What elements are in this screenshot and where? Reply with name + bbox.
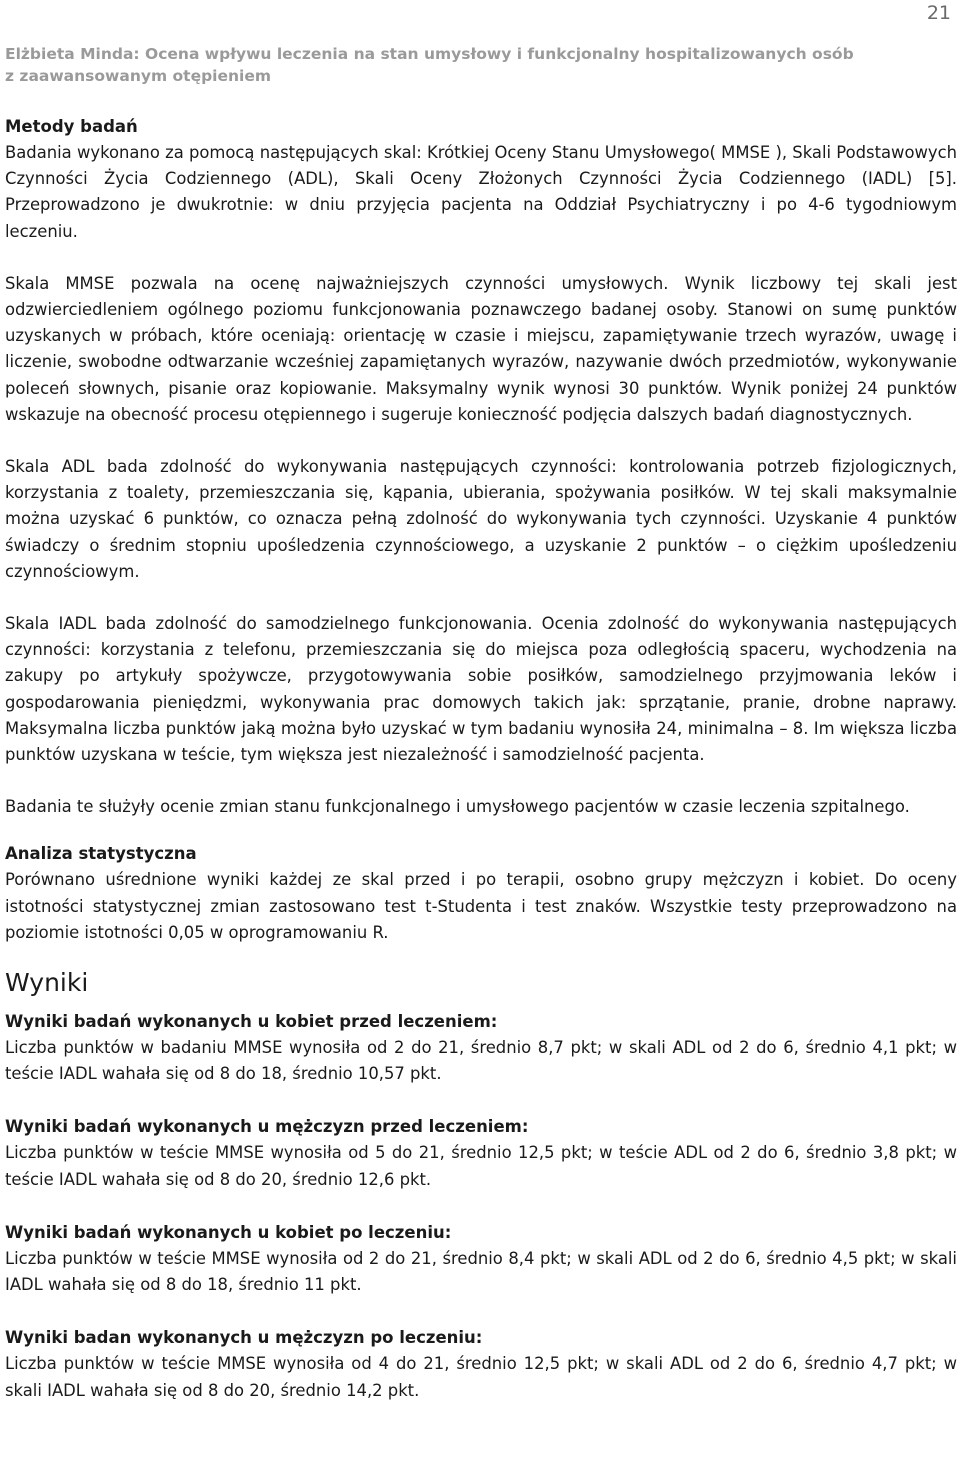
methods-paragraph-adl: Skala ADL bada zdolność do wykonywania następujących czynności: kontrolowania potrzeb fizjologicznych, korzystania z toalety, przemieszczania się, kąpania, ubierania, spożywania posiłków. W tej skali maksymalnie można uzyskać 6 punktów, co oznacza pełną zdolność do wykonywania tych czynności. Uzyskanie 4 punktów świadczy o średnim stopniu upośledzenia czynnościowego, a uzyskanie 2 punktów – o ciężkim upośledzeniu czynnościowym. bbox=[5, 457, 957, 581]
statistics-paragraph: Porównano uśrednione wyniki każdej ze skal przed i po terapii, osobno grupy mężczyzn i kobiet. Do oceny istotności statystycznej zmian zastosowano test t-Studenta i test znaków. Wszystkie testy przeprowadzono na poziomie istotności 0,05 w oprogramowaniu R. bbox=[5, 870, 957, 942]
header-author: Elżbieta Minda: bbox=[5, 45, 146, 63]
methods-paragraph-summary: Badania te służyły ocenie zmian stanu funkcjonalnego i umysłowego pacjentów w czasie leczenia szpitalnego. bbox=[5, 797, 910, 817]
men-before-heading: Wyniki badań wykonanych u mężczyzn przed leczeniem: bbox=[5, 1117, 529, 1137]
men-after-text: Liczba punktów w teście MMSE wynosiła od 4 do 21, średnio 12,5 pkt; w skali ADL od 2 do 6, średnio 4,7 pkt; w skali IADL wahała się od 8 do 20, średnio 14,2 pkt. bbox=[5, 1354, 957, 1400]
methods-paragraph-iadl: Skala IADL bada zdolność do samodzielnego funkcjonowania. Ocenia zdolność do wykonywania następujących czynności: korzystania z telefonu, przemieszczania się do miejsca poza odległością spaceru, wychodzenia na zakupy po artykuły spożywcze, przygotowywania sobie posiłków, samodzielnego przyjmowania leków i gospodarowania pieniędzmi, wykonywania prac domowych takich jak: sprzątanie, pranie, drobne naprawy. Maksymalna liczba punktów jaką można było uzyskać w tym badaniu wynosiła 24, minimalna – 8. Im większa liczba punktów uzyskana w teście, tym większa jest niezależność i samodzielność pacjenta. bbox=[5, 614, 957, 765]
methods-section bbox=[5, 113, 957, 820]
methods-paragraph-1: Badania wykonano za pomocą następujących skal: Krótkiej Oceny Stanu Umysłowego( MMSE ), Skali Podstawowych Czynności Życia Codziennego (ADL), Skali Oceny Złożonych Czynności Życia Codziennego (IADL) [5]. Przeprowadzono je dwukrotnie: w dniu przyjęcia pacjenta na Oddział Psychiatryczny i po 4-6 tygodniowym leczeniu. bbox=[5, 143, 957, 241]
page-number: 21 bbox=[926, 2, 951, 24]
header-title-line2: z zaawansowanym otępieniem bbox=[5, 67, 272, 85]
statistics-section bbox=[5, 840, 957, 946]
men-before-text: Liczba punktów w teście MMSE wynosiła od 5 do 21, średnio 12,5 pkt; w teście ADL od 2 do 6, średnio 3,8 pkt; w teście IADL wahała się od 8 do 20, średnio 12,6 pkt. bbox=[5, 1143, 957, 1189]
statistics-heading: Analiza statystyczna bbox=[5, 844, 197, 864]
article-body bbox=[5, 113, 957, 1404]
women-before-heading: Wyniki badań wykonanych u kobiet przed leczeniem: bbox=[5, 1012, 498, 1032]
running-header bbox=[5, 43, 945, 87]
women-before-text: Liczba punktów w badaniu MMSE wynosiła od 2 do 21, średnio 8,7 pkt; w skali ADL od 2 do 6, średnio 4,1 pkt; w teście IADL wahała się od 8 do 18, średnio 10,57 pkt. bbox=[5, 1038, 957, 1084]
women-after-text: Liczba punktów w teście MMSE wynosiła od 2 do 21, średnio 8,4 pkt; w skali ADL od 2 do 6, średnio 4,5 pkt; w skali IADL wahała się od 8 do 18, średnio 11 pkt. bbox=[5, 1248, 957, 1295]
methods-paragraph-mmse: Skala MMSE pozwala na ocenę najważniejszych czynności umysłowych. Wynik liczbowy tej skali jest odzwierciedleniem ogólnego poziomu funkcjonowania poznawczego badanej osoby. Stanowi on sumę punktów uzyskanych w próbach, które oceniają: orientację w czasie i miejscu, zapamiętywanie trzech wyrazów, uwagę i liczenie, swobodne odtwarzanie wcześniej zapamiętanych wyrazów, nazywanie dwóch przedmiotów, wykonywanie poleceń słownych, pisanie oraz kopiowanie. Maksymalny wynik wynosi 30 punktów. Wynik poniżej 24 punktów wskazuje na obecność procesu otępiennego i sugeruje konieczność podjęcia dalszych badań diagnostycznych. bbox=[5, 273, 957, 424]
methods-heading: Metody badań bbox=[5, 117, 138, 136]
women-after-heading: Wyniki badań wykonanych u kobiet po leczeniu: bbox=[5, 1222, 452, 1242]
header-title-line1: Ocena wpływu leczenia na stan umysłowy i funkcjonalny hospitalizowanych osób bbox=[145, 45, 854, 63]
results-heading: Wyniki bbox=[5, 968, 89, 998]
results-section bbox=[5, 966, 957, 1404]
men-after-heading: Wyniki badan wykonanych u mężczyzn po leczeniu: bbox=[5, 1328, 483, 1348]
